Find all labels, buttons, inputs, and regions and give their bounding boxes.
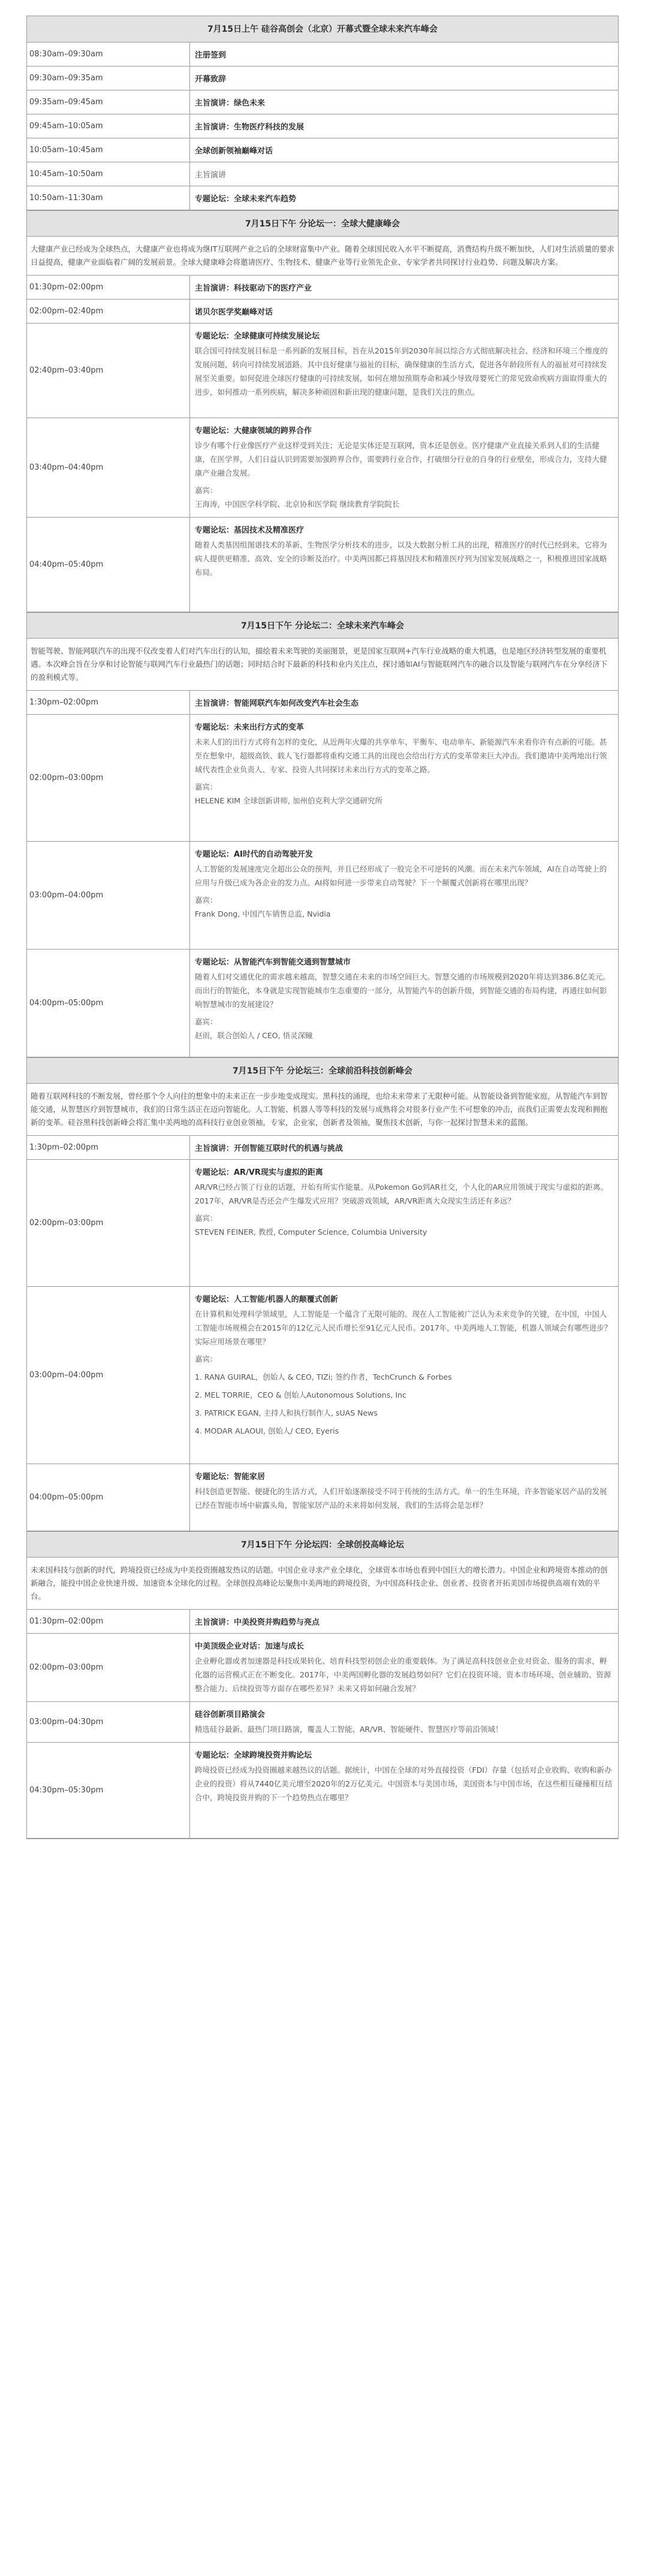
schedule-row xyxy=(27,138,618,162)
schedule-row xyxy=(27,66,618,90)
session-title: 专题论坛：AR/VR现实与虚拟的距离 xyxy=(195,1168,323,1177)
time-slot: 02:00pm–03:00pm xyxy=(27,715,190,841)
time-slot: 04:30pm–05:30pm xyxy=(27,1743,190,1838)
time-slot: 02:00pm–03:00pm xyxy=(27,1160,190,1286)
session-content xyxy=(190,1287,618,1464)
session-content xyxy=(190,43,618,66)
time-slot: 10:50am–11:30am xyxy=(27,186,190,210)
time-slot: 01:30pm–02:00pm xyxy=(27,1610,190,1633)
schedule-row xyxy=(27,1160,618,1287)
session-content xyxy=(190,300,618,323)
time-slot: 01:30pm–02:00pm xyxy=(27,276,190,299)
schedule-row xyxy=(27,418,618,518)
session-title: 主旨演讲 xyxy=(195,171,227,180)
time-slot: 03:00pm–04:00pm xyxy=(27,842,190,949)
session-description: 企业孵化器或者加速器是科技成果转化、培育科技型初创企业的重要载体。为了满足高科技创业企业对资金、服务的需求，孵化器的运营模式正在不断变化。2017年，中美两国孵化器的发展趋势如何？它们在投资环境、资本市场环境、创业辅助、资源整合能力、后续投资等方面存在哪些差异？未来又将如何融合发展？ xyxy=(195,1656,611,1693)
time-slot: 10:05am–10:45am xyxy=(27,138,190,162)
session-content xyxy=(190,1136,618,1159)
schedule-row xyxy=(27,691,618,715)
session-title: 主旨演讲：开创智能互联时代的机遇与挑战 xyxy=(195,1144,343,1153)
schedule-row xyxy=(27,276,618,300)
session-title: 主旨演讲：中美投资并购趋势与亮点 xyxy=(195,1618,320,1627)
session-title: 专题论坛：全球健康可持续发展论坛 xyxy=(195,332,320,341)
schedule-row xyxy=(27,1634,618,1702)
section-header: 7月15日下午 分论坛一：全球大健康峰会 xyxy=(27,210,618,237)
session-content xyxy=(190,418,618,517)
section-intro: 大健康产业已经成为全球热点，大健康产业也将成为继IT互联网产业之后的全球财富集中产业。随着全球国民收入水平不断提高，消费结构升级不断加快，人们对生活质量的要求日益提高，健康产业面临着广阔的发展前景。全球大健康峰会将邀请医疗、生物技术、健康产业等行业领先企业、专家学者共同探讨行业趋势、问题及解决方案。 xyxy=(27,237,618,276)
session-content xyxy=(190,1743,618,1838)
session-content xyxy=(190,66,618,90)
time-slot: 09:45am–10:05am xyxy=(27,114,190,138)
guest-item: 王海涛，中国医学科学院、北京协和医学院 继续教育学院院长 xyxy=(195,500,400,509)
session-content xyxy=(190,518,618,612)
schedule-table xyxy=(26,16,619,1839)
time-slot: 04:00pm–05:00pm xyxy=(27,1464,190,1531)
time-slot: 04:00pm–05:00pm xyxy=(27,950,190,1057)
time-slot: 1:30pm–02:00pm xyxy=(27,691,190,714)
time-slot: 1:30pm–02:00pm xyxy=(27,1136,190,1159)
session-content xyxy=(190,1610,618,1633)
guests-label: 嘉宾： xyxy=(195,1354,218,1363)
guest-list xyxy=(195,1368,613,1440)
schedule-row xyxy=(27,1136,618,1160)
session-title: 诺贝尔医学奖巅峰对话 xyxy=(195,308,273,317)
time-slot: 10:45am–10:50am xyxy=(27,162,190,186)
time-slot: 02:00pm–03:00pm xyxy=(27,1634,190,1701)
schedule-row xyxy=(27,1464,618,1531)
session-content xyxy=(190,842,618,949)
session-title: 专题论坛：从智能汽车到智能交通到智慧城市 xyxy=(195,958,351,967)
schedule-row xyxy=(27,1743,618,1839)
schedule-row xyxy=(27,323,618,418)
section-intro: 智能驾驶、智能网联汽车的出现不仅改变着人们对汽车出行的认知，描绘着未来驾驶的美丽图景，更是国家互联网+汽车行业战略的重大机遇，也是地区经济转型发展的重要机遇。本次峰会旨在分享和讨论智能与联网汽车行业最热门的话题；同时结合时下最新的科技和业内关注点，探讨通如AI与智能联网汽车的融合以及智能与联网汽车在分享经济下的盈利模式等。 xyxy=(27,639,618,691)
session-title: 注册签到 xyxy=(195,51,227,60)
session-title: 专题论坛：大健康领域的跨界合作 xyxy=(195,427,312,436)
guest-item: 2. MEL TORRIE，CEO & 创始人Autonomous Solutions, Inc xyxy=(195,1390,406,1399)
session-content xyxy=(190,1702,618,1742)
session-description: 精选硅谷最新、最热门项目路演，覆盖人工智能、AR/VR、智能硬件、智慧医疗等前沿领域！ xyxy=(195,1725,503,1734)
session-content xyxy=(190,90,618,114)
session-content xyxy=(190,1634,618,1701)
session-title: 主旨演讲：绿色未来 xyxy=(195,99,266,108)
section-header: 7月15日上午 硅谷高创会（北京）开幕式暨全球未来汽车峰会 xyxy=(27,16,618,43)
session-title: 专题论坛：全球未来汽车趋势 xyxy=(195,195,297,204)
session-title: 全球创新领袖巅峰对话 xyxy=(195,147,273,156)
guest-item: HELENE KIM 全球创新讲师, 加州伯克利大学交通研究所 xyxy=(195,796,382,805)
session-content xyxy=(190,691,618,714)
session-title: 主旨演讲：生物医疗科技的发展 xyxy=(195,123,305,132)
schedule-row xyxy=(27,1287,618,1464)
schedule-row xyxy=(27,1702,618,1743)
guests-label: 嘉宾： xyxy=(195,1214,218,1223)
session-description: 在计算机和处理科学领域里，人工智能是一个蕴含了无限可能的。现在人工智能被广泛认为未来竞争的关键，在中国，中国人工智能市场规模会在2015年的12亿元人民币增长至91亿元人民币。2017年，中美两地人工智能，机器人领域会有哪些进步？实际应用场景在哪里？ xyxy=(195,1310,612,1346)
session-content xyxy=(190,186,618,210)
session-content xyxy=(190,1464,618,1531)
session-title: 专题论坛：人工智能/机器人的颠覆式创新 xyxy=(195,1295,338,1304)
schedule-row xyxy=(27,1610,618,1634)
schedule-row xyxy=(27,43,618,66)
guests-label: 嘉宾： xyxy=(195,896,218,905)
time-slot: 09:30am–09:35am xyxy=(27,66,190,90)
time-slot: 08:30am–09:30am xyxy=(27,43,190,66)
session-description: AR/VR已经占领了行业的话题，开始有所实作能量。从Pokemon Go到AR社交，个人化的AR应用领域于现实与虚拟的距离。2017年，AR/VR是否还会产生爆发式应用？突破游戏领域，AR/VR距离大众现实生活还有多远？ xyxy=(195,1183,608,1205)
session-content xyxy=(190,950,618,1057)
session-title: 主旨演讲：科技驱动下的医疗产业 xyxy=(195,284,312,293)
session-title: 专题论坛：基因技术及精准医疗 xyxy=(195,526,305,535)
guest-item: 1. RANA GUIRAL，创始人 & CEO, TIZi; 签约作者，TechCrunch & Forbes xyxy=(195,1372,452,1381)
guest-item: Frank Dong, 中国汽车销售总监, Nvidia xyxy=(195,909,331,918)
session-description: 联合国可持续发展目标是一系列新的发展目标，旨在从2015年到2030年间以综合方式彻底解决社会、经济和环境三个维度的发展问题，转向可持续发展道路。其中良好健康与福祉的目标，确保健康的生活方式，促进各年龄段所有人的福祉对可持续发展至关重要。如何促进全球医疗健康的可持续发展，如何在增加预期寿命和减少导致母婴死亡的常见致命疾病方面取得重大的进步，如何推动一系列疾病，解决多种顽固和新出现的健康问题，是我们关注的焦点。 xyxy=(195,346,608,397)
session-content xyxy=(190,162,618,186)
session-description: 科技创造更智能、便捷化的生活方式，人们开始逐渐接受不同于传统的生活方式。单一的生生环境，许多智能家居产品的发展已经在智能市场中崭露头角，智能家居产品的未来将如何发展，我们的生活将会是怎样？ xyxy=(195,1487,607,1510)
schedule-row xyxy=(27,950,618,1057)
session-description: 跨境投资已经成为投资圈越来越热议的话题。据统计，中国在全球的对外直接投资（FDI）存量（包括对企业收购、收购和新办企业的投资）将从7440亿美元增至2020年的2万亿美元。中国资本与美国市场，美国资本与中国市场，在这些相互碰撞相互结合中，跨境投资并购的下一个趋势热点在哪里？ xyxy=(195,1765,613,1802)
schedule-row xyxy=(27,186,618,210)
session-description: 未来人们的出行方式将有怎样的变化，从近两年火爆的共享单车、平衡车、电动单车、新能源汽车来看你许有点新的可能。甚至在想象中，超级高铁、载人飞行器都将重构交通工具的出现也会给出行方式的变革带来巨大冲击。我们邀请中美两地出行领域代表性企业负责人、专家、投资人共同探讨未来出行方式的变革之路。 xyxy=(195,737,607,774)
session-title: 专题论坛：全球跨境投资并购论坛 xyxy=(195,1751,312,1760)
time-slot: 02:40pm–03:40pm xyxy=(27,323,190,418)
time-slot: 02:00pm–02:40pm xyxy=(27,300,190,323)
time-slot: 03:00pm–04:00pm xyxy=(27,1287,190,1464)
section-header: 7月15日下午 分论坛二：全球未来汽车峰会 xyxy=(27,612,618,639)
guests-label: 嘉宾： xyxy=(195,782,218,791)
session-description: 人工智能的发展速度完全超出公众的预判，并且已经形成了一股完全不可逆转的风潮。而在未来汽车领域，AI在自动驾驶上的应用与升级已成为各企业的发力点。AI将如何进一步带来自动驾驶？下一个颠覆式创新将在哪里出现？ xyxy=(195,864,607,887)
session-description: 随着人类基因组图谱技术的革新、生物医学分析技术的进步，以及大数据分析工具的出现，精准医疗的时代已经到来，它将为病人提供更精准、高效、安全的诊断及治疗。中美两国都已将基因技术和精准医疗列为国家发展战略之一，积极推进国家战略布局。 xyxy=(195,540,607,577)
schedule-row xyxy=(27,715,618,842)
session-title: 开幕致辞 xyxy=(195,75,227,84)
time-slot: 09:35am–09:45am xyxy=(27,90,190,114)
session-content xyxy=(190,138,618,162)
session-content xyxy=(190,715,618,841)
guest-item: 3. PATRICK EGAN, 主持人和执行制作人, sUAS News xyxy=(195,1408,378,1417)
session-content xyxy=(190,114,618,138)
session-title: 主旨演讲：智能网联汽车如何改变汽车社会生态 xyxy=(195,699,359,708)
section-header: 7月15日下午 分论坛三：全球前沿科技创新峰会 xyxy=(27,1057,618,1084)
session-content xyxy=(190,1160,618,1286)
session-content xyxy=(190,276,618,299)
schedule-row xyxy=(27,300,618,323)
guest-item: 赵雨，联合创始人 / CEO, 悟灵深瞳 xyxy=(195,1031,313,1040)
schedule-row xyxy=(27,162,618,186)
session-title: 专题论坛：AI时代的自动驾驶开发 xyxy=(195,850,313,859)
guest-item: 4. MODAR ALAOUI, 创始人/ CEO, Eyeris xyxy=(195,1426,339,1435)
session-content xyxy=(190,323,618,418)
guest-item: STEVEN FEINER, 教授, Computer Science, Columbia University xyxy=(195,1227,427,1236)
schedule-row xyxy=(27,90,618,114)
schedule-row xyxy=(27,842,618,950)
time-slot: 03:40pm–04:40pm xyxy=(27,418,190,517)
session-title: 中美顶级企业对话：加速与成长 xyxy=(195,1642,305,1651)
time-slot: 04:40pm–05:40pm xyxy=(27,518,190,612)
time-slot: 03:00pm–04:30pm xyxy=(27,1702,190,1742)
section-header: 7月15日下午 分论坛四：全球创投高峰论坛 xyxy=(27,1531,618,1558)
section-intro: 随着互联网科技的不断发展，曾经那个令人向往的想象中的未来正在一步步地变成现实。黑科技的涌现，也给未来带来了无限种可能。从智能设备到智能家庭，从智能汽车到智能交通，从智慧医疗到智慧城市，我们的日常生活正在迈向智能化。人工智能、机器人等等科技的发展与成熟将会对很多行业产生不可想象的冲击，而我们正需要去发现和拥抱新的变革。硅谷黑科技创新峰会将汇集中美两地的高科技行业创业领袖，专家，企业家，创新者及领袖，聚焦技术创新，与你一起探讨智慧未来的蓝图。 xyxy=(27,1084,618,1136)
session-description: 随着人们对交通优化的需求越来越高，智慧交通在未来的市场空间巨大。智慧交通的市场规模到2020年将达到386.8亿美元。而出行的智能化，本身就是实现智能城市生态重要的一部分，从智能汽车的创新升级，到智能交通的布局构建，再通往如何影响智慧城市的发展建设？ xyxy=(195,972,610,1009)
session-title: 专题论坛：未来出行方式的变革 xyxy=(195,723,305,732)
session-title: 硅谷创新项目路演会 xyxy=(195,1710,266,1719)
section-intro: 未来国科技与创新的时代，跨境投资已经成为中美投资圈越发热议的话题。中国企业寻求产业全球化，全球资本市场也看到中国巨大的增长潜力。中国企业和跨境资本推动的创新融合，能投中国企业快速升级、加速资本全球化的过程。全球创投高峰论坛聚焦中美两地的跨境投资，为中国高科技企业、创业者、投资者开拓美国市场提供高端有效的平台。 xyxy=(27,1558,618,1610)
session-description: 诊少有哪个行业像医疗产业这样受到关注；无论是实体还是互联网，资本还是创业。医疗健康产业直接关系到人们的生活健康，在医学界，人们日益认识到需要加强跨界合作，需要跨行业合作，打破细分行业的自身的行业壁垒，形成合力，支持大健康产业融合发展。 xyxy=(195,441,607,477)
session-title: 专题论坛：智能家居 xyxy=(195,1473,266,1481)
guests-label: 嘉宾： xyxy=(195,1017,218,1026)
schedule-row xyxy=(27,114,618,138)
guests-label: 嘉宾： xyxy=(195,486,218,495)
schedule-row xyxy=(27,518,618,612)
